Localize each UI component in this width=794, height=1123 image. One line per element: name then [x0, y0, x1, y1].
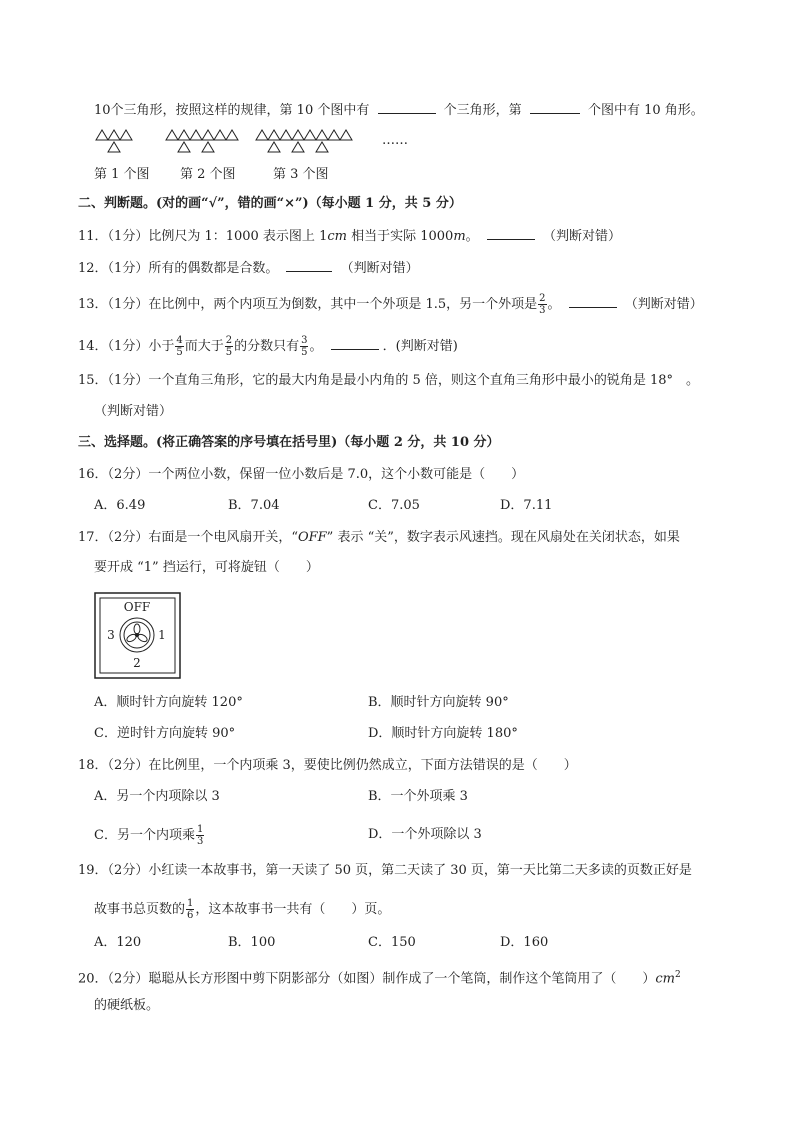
q14-f2-den: 5: [225, 347, 233, 358]
q19-option-d[interactable]: D．160: [500, 935, 549, 950]
q14-end: 。: [309, 339, 323, 354]
q11-text-mid: 相当于实际 1000: [346, 229, 454, 244]
q16-option-c[interactable]: C．7.05: [368, 498, 420, 513]
q13-frac-num: 2: [539, 293, 546, 304]
question-18-stem: 18．（2分）在比例里，一个内项乘 3，要使比例仍然成立，下面方法错误的是（ ）: [78, 758, 577, 773]
q17-option-b[interactable]: B．顺时针方向旋转 90°: [368, 695, 509, 710]
question-20-line-1: [78, 966, 681, 988]
figure-3-triangles: [256, 130, 352, 152]
q18-c-fraction: [196, 824, 204, 847]
q14-fraction-2: [225, 335, 233, 358]
q20-unit: cm: [655, 971, 675, 987]
q14-answer-blank[interactable]: [331, 337, 379, 350]
q16-option-b[interactable]: B．7.04: [228, 498, 280, 513]
q14-f1-num: 4: [176, 335, 183, 346]
q16-option-d[interactable]: D．7.11: [500, 498, 553, 513]
q13-frac-den: 3: [539, 305, 546, 316]
question-20-line-2: 的硬纸板。: [94, 998, 160, 1013]
q17-option-c[interactable]: C．逆时针方向旋转 90°: [94, 726, 236, 741]
q18-c-text: C．另一个内项乘: [94, 828, 195, 843]
q11-suffix: （判断对错）: [542, 229, 621, 244]
q20-text: 20．（2分）聪聪从长方形图中剪下阴影部分（如图）制作成了一个笔筒，制作这个笔筒用了（ ）: [78, 971, 656, 987]
intro-part3: 个图中有 10 角形。: [587, 103, 704, 118]
q14-fraction-1: [175, 335, 183, 358]
figure-2-label: 第 2 个图: [180, 167, 236, 182]
q14-suffix: ．(判断对错): [382, 339, 458, 354]
question-12: [78, 259, 419, 278]
q18-option-b[interactable]: B．一个外项乘 3: [368, 789, 468, 804]
dial-label-2: 2: [133, 656, 141, 670]
q13-text: 13．（1分）在比例中，两个内项互为倒数，其中一个外项是 1.5，另一个外项是: [78, 297, 538, 312]
intro-part2: 个三角形，第: [443, 103, 522, 118]
q14-text-mid2: 的分数只有: [234, 339, 300, 354]
q19-option-a[interactable]: A．120: [94, 935, 142, 950]
q19-option-c[interactable]: C．150: [368, 935, 416, 950]
q12-suffix: （判断对错）: [340, 261, 419, 276]
q14-f3-den: 5: [301, 347, 308, 358]
q17-off-text: OFF: [297, 530, 327, 545]
question-15-line-2: （判断对错）: [94, 404, 173, 419]
q19-frac-num: 1: [187, 898, 194, 909]
q17-text-a: 17．（2分）右面是一个电风扇开关，“: [78, 530, 298, 545]
q13-suffix: （判断对错）: [624, 297, 703, 312]
question-16-stem: 16．（2分）一个两位小数，保留一位小数后是 7.0，这个小数可能是（ ）: [78, 467, 525, 482]
q17-option-d[interactable]: D．顺时针方向旋转 180°: [368, 726, 518, 741]
q12-text: 12．（1分）所有的偶数都是合数。: [78, 261, 279, 276]
question-14: [78, 335, 458, 358]
section-3-title: 三、选择题。(将正确答案的序号填在括号里)（每小题 2 分，共 10 分）: [78, 435, 500, 450]
q17-option-a[interactable]: A．顺时针方向旋转 120°: [94, 695, 243, 710]
q20-unit-power: 2: [674, 970, 681, 980]
q16-option-a[interactable]: A．6.49: [94, 498, 146, 513]
dial-label-1: 1: [158, 628, 166, 642]
q13-fraction: [538, 293, 546, 316]
fan-icon: [126, 624, 149, 643]
question-15-line-1: 15．（1分）一个直角三角形，它的最大内角是最小内角的 5 倍，则这个直角三角形中最小的锐角是 18° 。: [78, 373, 700, 388]
q18-c-num: 1: [196, 824, 204, 835]
question-17-line-1: [78, 529, 680, 547]
figure-1-label: 第 1 个图: [94, 167, 150, 182]
q11-answer-blank[interactable]: [487, 227, 535, 240]
q14-text: 14．（1分）小于: [78, 339, 175, 354]
question-19-line-1: 19．（2分）小红读一本故事书，第一天读了 50 页，第二天读了 30 页，第一天比第二天多读的页数正好是: [78, 863, 692, 878]
triangle-pattern-figures: [94, 128, 414, 156]
q18-option-c[interactable]: [94, 824, 205, 847]
q19-fraction: [186, 898, 194, 921]
q17-text-b: ” 表示 “关”，数字表示风速挡。现在风扇处在关闭状态，如果: [326, 530, 680, 545]
q11-end: 。: [465, 229, 479, 244]
section-2-title: 二、判断题。(对的画“√”，错的画“×”)（每小题 1 分，共 5 分）: [78, 196, 462, 211]
q13-end: 。: [547, 297, 561, 312]
intro-part1: 10个三角形，按照这样的规律，第 10 个图中有: [94, 103, 370, 118]
dial-label-3: 3: [107, 628, 115, 642]
question-17-line-2: 要开成 “1” 挡运行，可将旋钮（ ）: [94, 560, 319, 575]
ellipsis: ……: [382, 133, 408, 148]
answer-blank[interactable]: [530, 101, 580, 114]
q13-answer-blank[interactable]: [569, 295, 617, 308]
q14-text-mid1: 而大于: [184, 339, 224, 354]
q11-unit-m: m: [453, 229, 466, 244]
question-13: [78, 293, 703, 316]
fan-switch-figure: [94, 592, 182, 680]
q14-f3-num: 3: [301, 335, 308, 346]
q14-f1-den: 5: [176, 347, 183, 358]
figure-1-triangles: [96, 130, 132, 152]
q18-option-a[interactable]: A．另一个内项除以 3: [94, 789, 220, 804]
figure-2-triangles: [166, 130, 238, 152]
answer-blank[interactable]: [378, 101, 436, 114]
q12-answer-blank[interactable]: [286, 259, 332, 272]
dial-label-off: OFF: [123, 600, 151, 614]
q18-option-d[interactable]: D．一个外项除以 3: [368, 827, 482, 842]
q14-f2-num: 2: [225, 335, 233, 346]
q19-text-a: 故事书总页数的: [94, 902, 186, 917]
q19-option-b[interactable]: B．100: [228, 935, 276, 950]
question-11: [78, 227, 621, 246]
intro-line: [94, 101, 704, 120]
q19-text-b: ，这本故事书一共有（ ）页。: [195, 902, 391, 917]
question-19-line-2: [94, 898, 390, 921]
q19-frac-den: 6: [187, 910, 194, 921]
figure-3-label: 第 3 个图: [273, 167, 329, 182]
q11-text: 11．（1分）比例尺为 1：1000 表示图上 1: [78, 229, 328, 244]
q14-fraction-3: [300, 335, 308, 358]
q11-unit-cm: cm: [327, 229, 347, 244]
q18-c-den: 3: [196, 836, 204, 847]
